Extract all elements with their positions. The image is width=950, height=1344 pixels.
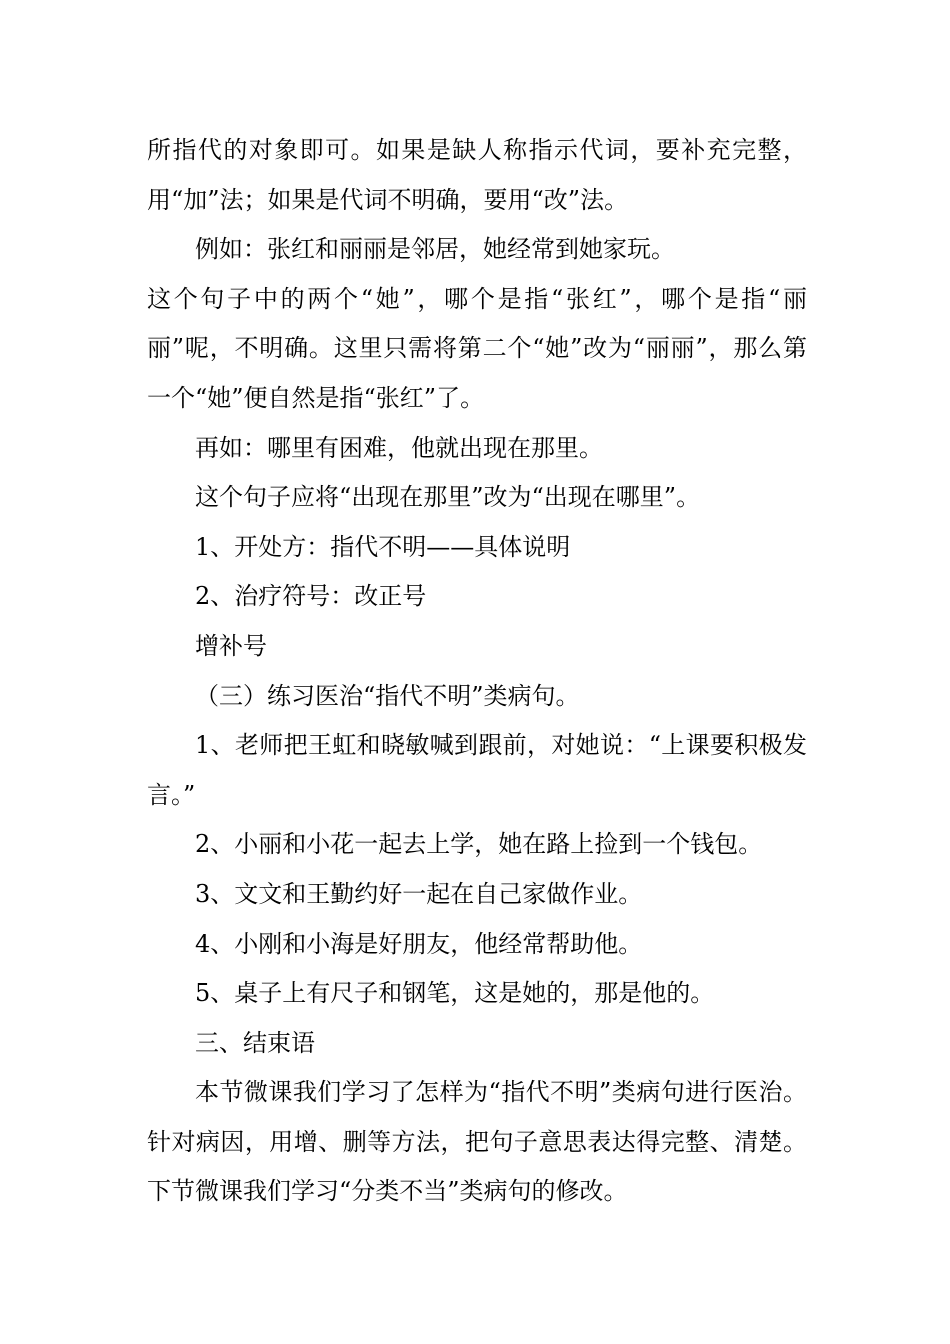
paragraph-explanation-2: 这个句子应将“出现在那里”改为“出现在哪里”。 xyxy=(195,483,701,512)
paragraph-closing-text: 本节微课我们学习了怎样为“指代不明”类病句进行医治。针对病因，用增、删等方法，把句子意思表达得完整、清楚。下节微课我们学习“分类不当”类病句的修改。 xyxy=(147,1078,807,1206)
paragraph-prescription: 1、开处方：指代不明——具体说明 xyxy=(195,532,571,561)
paragraph-continuation: 所指代的对象即可。如果是缺人称指示代词，要补充完整，用“加”法；如果是代词不明确，要用“改”法。 xyxy=(147,136,807,214)
paragraph-exercise-5: 5、桌子上有尺子和钢笔，这是她的，那是他的。 xyxy=(195,979,715,1008)
paragraph-example-1: 例如：张红和丽丽是邻居，她经常到她家玩。 xyxy=(195,235,675,264)
paragraph-closing-heading: 三、结束语 xyxy=(195,1028,315,1057)
paragraph-treatment-symbols: 2、治疗符号：改正号 xyxy=(195,582,427,611)
paragraph-exercise-4: 4、小刚和小海是好朋友，他经常帮助他。 xyxy=(195,929,643,958)
paragraph-exercise-2: 2、小丽和小花一起去上学，她在路上捡到一个钱包。 xyxy=(195,830,763,859)
paragraph-exercise-1: 1、老师把王虹和晓敏喊到跟前，对她说：“上课要积极发言。” xyxy=(147,731,807,809)
paragraph-exercise-heading: （三）练习医治“指代不明”类病句。 xyxy=(195,681,580,710)
paragraph-explanation-1: 这个句子中的两个“她”，哪个是指“张红”，哪个是指“丽丽”呢，不明确。这里只需将第二个“她”改为“丽丽”，那么第一个“她”便自然是指“张红”了。 xyxy=(147,284,807,412)
paragraph-add-symbol: 增补号 xyxy=(195,631,267,660)
document-body xyxy=(147,126,807,1217)
paragraph-exercise-3: 3、文文和王勤约好一起在自己家做作业。 xyxy=(195,879,643,908)
paragraph-example-2: 再如：哪里有困难，他就出现在那里。 xyxy=(195,433,603,462)
